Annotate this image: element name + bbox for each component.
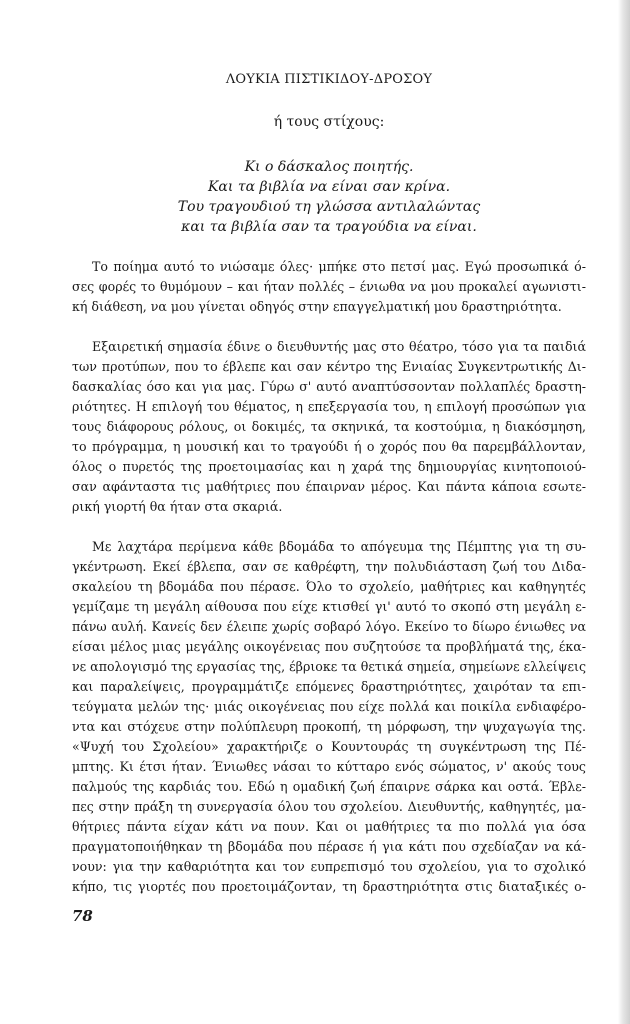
page-number: 78 bbox=[72, 907, 93, 925]
text-line: παλμούς της καρδιάς του. Εδώ η ομαδική ζωή έπαιρνε σάρκα και οστά. Έβλε- bbox=[72, 779, 586, 794]
intro-line: ή τους στίχους: bbox=[273, 114, 385, 130]
text-line: μπτης. Κι έτσι ήταν. Ένιωθες νάσαι το κύτταρο ενός σώματος, ν' ακούς τους bbox=[72, 759, 586, 774]
text-line: δασκαλίας όσο και για μας. Γύρω σ' αυτό αναπτύσσονταν πολλαπλές δραστη- bbox=[72, 379, 586, 394]
text-line: το πρόγραμμα, η μουσική και το τραγούδι ή ο χορός που θα παρεμβάλλονταν, bbox=[72, 439, 586, 454]
poem-line: Κι ο δάσκαλος ποιητής. bbox=[244, 159, 414, 175]
text-line: «Ψυχή του Σχολείου» χαρακτήριζε ο Κουντουράς τη συγκέντρωση της Πέ- bbox=[72, 739, 586, 754]
text-line: κήπο, τις γιορτές που προετοιμάζονταν, τη δραστηριότητα στις διαταξικές ο- bbox=[72, 879, 586, 894]
text-line: πάνω αυλή. Κανείς δεν έλειπε χωρίς σοβαρό λόγο. Εκείνο το δίωρο ένιωθες να bbox=[72, 619, 586, 634]
text-line: πραγματοποιήθηκαν τη βδομάδα που πέρασε ή για κάτι που σχεδίαζαν να κά- bbox=[72, 839, 586, 854]
text-line: σες φορές το θυμόμουν – και ήταν πολλές – ένιωθα να μου προκαλεί αγωνιστι- bbox=[72, 279, 586, 294]
paragraph-2 bbox=[72, 337, 586, 517]
text-line: θήτριες πάντα είχαν κάτι να πουν. Και οι μαθήτριες τα πιο πολλά για όσα bbox=[72, 819, 586, 834]
poem-block bbox=[72, 157, 586, 237]
text-line: τεύγματα μελών της· μιάς οικογένειας που είχε πολλά και ποικίλα ενδιαφέρο- bbox=[72, 699, 586, 714]
text-line: Το ποίημα αυτό το νιώσαμε όλες· μπήκε στο πετσί μας. Εγώ προσωπικά ό- bbox=[92, 259, 586, 274]
book-page bbox=[72, 72, 586, 1002]
text-line: νουν: για την καθαριότητα και τον ευπρεπισμό του σχολείου, για το σχολικό bbox=[72, 859, 586, 874]
text-line: και παραλείψεις, προγραμμάτιζε επόμενες δραστηριότητες, χαιρόταν τα επι- bbox=[72, 679, 586, 694]
text-line: πες στην πράξη τη συνεργασία όλου του σχολείου. Διευθυντής, καθηγητές, μα- bbox=[72, 799, 586, 814]
text-line: κή διάθεση, να μου γίνεται οδηγός στην επαγγελματική μου δραστηριότητα. bbox=[72, 299, 562, 314]
paragraph-1 bbox=[72, 257, 586, 317]
running-header: ΛΟΥΚΙΑ ΠΙΣΤΙΚΙΔΟΥ-ΔΡΟΣΟΥ bbox=[225, 72, 433, 87]
text-line: τους διάφορους ρόλους, οι δοκιμές, τα σκηνικά, τα κοστούμια, η διακόσμηση, bbox=[72, 419, 586, 434]
text-line: γκέντρωση. Εκεί έβλεπα, σαν σε καθρέφτη, την πολυδιάσταση ζωή του Διδα- bbox=[72, 559, 586, 574]
text-line: ντα και στόχευε στην πολύπλευρη προκοπή, τη μόρφωση, την ψυχαγωγία της. bbox=[72, 719, 586, 734]
poem-line: Του τραγουδιού τη γλώσσα αντιλαλώντας bbox=[177, 199, 481, 215]
text-line: νε απολογισμό της εργασίας της, έβριοκε τα θετικά σημεία, σημείωνε ελλείψεις bbox=[72, 659, 587, 674]
page-edge-shadow bbox=[618, 0, 630, 1024]
text-line: όλος ο πυρετός της προετοιμασίας και η χαρά της δημιουργίας κινητοποιού- bbox=[72, 459, 586, 474]
text-line: σαν αφάνταστα τις μαθήτριες που έπαιρναν μέρος. Και πάντα κάποια εσωτε- bbox=[72, 479, 586, 494]
text-line: είσαι μέλος μιας μεγάλης οικογένειας που συζητούσε τα προβλήματά της, έκα- bbox=[72, 639, 586, 654]
poem-line: Και τα βιβλία να είναι σαν κρίνα. bbox=[207, 179, 451, 195]
paragraph-3 bbox=[72, 537, 586, 897]
poem-line: και τα βιβλία σαν τα τραγούδια να είναι. bbox=[181, 219, 477, 235]
text-line: σκαλείου τη βδομάδα που πέρασε. Όλο το σχολείο, μαθήτριες και καθηγητές bbox=[72, 579, 586, 594]
text-line: ριότητες. Η επιλογή του θέματος, η επεξεργασία του, η επιλογή προσώπων για bbox=[72, 399, 586, 414]
text-line: γεμίζαμε τη μεγάλη αίθουσα που είχε κτισθεί γι' αυτό το σκοπό στη μεγάλη ε- bbox=[72, 599, 586, 614]
text-line: ρική γιορτή θα ήταν στα σκαριά. bbox=[72, 499, 283, 514]
text-line: των προτύπων, που το έβλεπε και σαν κέντρο της Ενιαίας Συγκεντρωτικής Δι- bbox=[72, 359, 586, 374]
text-line: Με λαχτάρα περίμενα κάθε βδομάδα το απόγευμα της Πέμπτης για τη συ- bbox=[92, 539, 586, 554]
text-line: Εξαιρετική σημασία έδινε ο διευθυντής μας στο θέατρο, τόσο για τα παιδιά bbox=[92, 339, 586, 354]
